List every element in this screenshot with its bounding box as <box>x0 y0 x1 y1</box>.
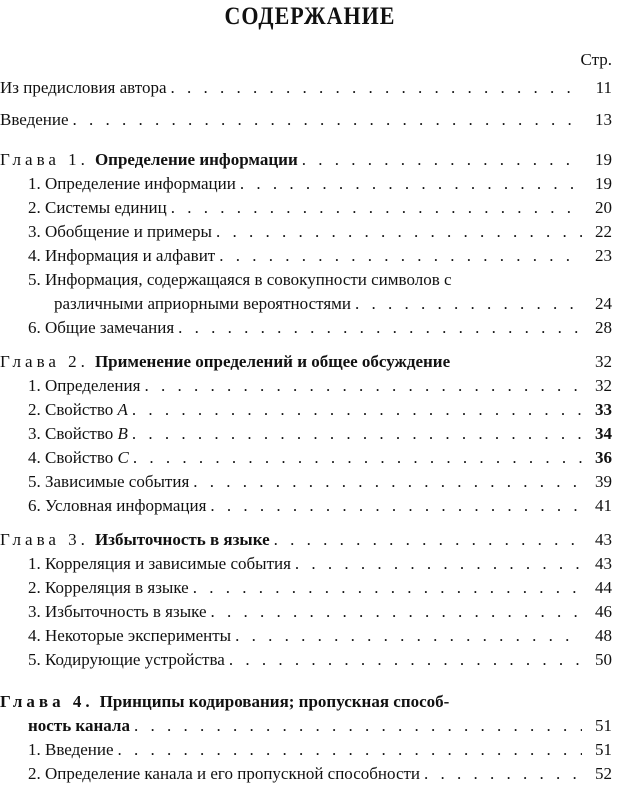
toc-chapter-4-line1[interactable] <box>0 690 620 714</box>
toc-entry-page: 52 <box>595 764 612 783</box>
leader-dots <box>193 470 582 494</box>
chapter-name: Применение определений и общее обсуждение <box>94 352 451 371</box>
toc-section[interactable] <box>0 244 620 268</box>
toc-section[interactable] <box>0 196 620 220</box>
toc-entry-page: 33 <box>595 400 612 419</box>
toc-section-line1[interactable]: 5. Информация, содержащаяся в совокупности символов с <box>28 270 452 289</box>
toc-entry-page: 50 <box>595 650 612 669</box>
chapter-label: Глава 3. <box>0 530 89 549</box>
toc-section[interactable] <box>0 762 620 786</box>
toc-section[interactable] <box>0 220 620 244</box>
toc-entry-page: 48 <box>595 626 612 645</box>
toc-entry-title: 5. Кодирующие устройства <box>28 650 225 669</box>
toc-section[interactable] <box>0 470 620 494</box>
toc-entry-page: 28 <box>595 318 612 337</box>
toc-section[interactable] <box>0 292 620 316</box>
toc-entry-title: 2. Системы единиц <box>28 198 167 217</box>
toc-section[interactable] <box>0 446 620 470</box>
leader-dots <box>210 494 582 518</box>
leader-dots <box>178 316 582 340</box>
toc-entry-page: 24 <box>595 294 612 313</box>
leader-dots <box>274 528 582 552</box>
toc-entry-title: 2. Корреляция в языке <box>28 578 189 597</box>
toc-entry-title: 5. Зависимые события <box>28 472 190 491</box>
toc-chapter-4[interactable] <box>0 714 620 738</box>
table-of-contents <box>0 76 620 786</box>
leader-dots <box>132 398 582 422</box>
chapter-name-cont: ность канала <box>28 716 130 735</box>
toc-section[interactable] <box>0 576 620 600</box>
leader-dots <box>118 738 582 762</box>
toc-entry-page: 23 <box>595 246 612 265</box>
leader-dots <box>302 148 582 172</box>
toc-entry-title: 4. Некоторые эксперименты <box>28 626 232 645</box>
toc-entry-page: 19 <box>595 150 612 169</box>
toc-chapter-3[interactable] <box>0 528 620 552</box>
toc-entry-page: 51 <box>595 716 612 735</box>
toc-entry-title: 1. Введение <box>28 740 114 759</box>
leader-dots <box>240 172 582 196</box>
chapter-label: Глава 2. <box>0 352 89 371</box>
toc-entry-page: 43 <box>595 530 612 549</box>
toc-entry-page: 22 <box>595 222 612 241</box>
toc-entry-title: Из предисловия автора <box>0 78 167 97</box>
leader-dots <box>171 76 582 100</box>
toc-section[interactable] <box>0 374 620 398</box>
property-variable: A <box>117 400 128 419</box>
leader-dots <box>132 422 582 446</box>
toc-entry-title: 3. Избыточность в языке <box>28 602 207 621</box>
toc-entry-page: 32 <box>595 376 612 395</box>
leader-dots <box>193 576 582 600</box>
toc-section[interactable] <box>0 316 620 340</box>
toc-entry-title: различными априорными вероятностями <box>54 294 352 313</box>
toc-entry-page: 13 <box>595 110 612 129</box>
leader-dots <box>133 446 582 470</box>
toc-entry-title: 4. Свойство <box>28 448 114 467</box>
property-variable: C <box>117 448 129 467</box>
toc-entry-page: 41 <box>595 496 612 515</box>
toc-section[interactable] <box>0 648 620 672</box>
toc-entry-title: 6. Общие замечания <box>28 318 175 337</box>
toc-entry-page: 20 <box>595 198 612 217</box>
toc-section[interactable] <box>0 600 620 624</box>
leader-dots <box>235 624 582 648</box>
chapter-label: Глава 4. <box>0 692 94 711</box>
toc-section[interactable] <box>0 172 620 196</box>
toc-entry-page: 19 <box>595 174 612 193</box>
toc-entry-introduction[interactable] <box>0 108 620 132</box>
toc-entry-title: 3. Обобщение и примеры <box>28 222 212 241</box>
page-title: СОДЕРЖАНИЕ <box>224 1 396 30</box>
leader-dots <box>134 714 582 738</box>
toc-section[interactable] <box>0 422 620 446</box>
toc-entry-title: 1. Корреляция и зависимые события <box>28 554 291 573</box>
toc-entry-page: 36 <box>595 448 612 467</box>
toc-section[interactable] <box>0 398 620 422</box>
leader-dots <box>73 108 582 132</box>
leader-dots <box>211 600 583 624</box>
chapter-name: Избыточность в языке <box>94 530 270 549</box>
toc-entry-page: 44 <box>595 578 612 597</box>
toc-entry-title: 6. Условная информация <box>28 496 207 515</box>
toc-section[interactable] <box>0 552 620 576</box>
leader-dots <box>144 374 582 398</box>
leader-dots <box>229 648 582 672</box>
leader-dots <box>216 220 582 244</box>
toc-entry-page: 43 <box>595 554 612 573</box>
toc-entry-title: 1. Определение информации <box>28 174 236 193</box>
toc-chapter-2[interactable] <box>0 350 620 374</box>
toc-entry-page: 34 <box>595 424 612 443</box>
leader-dots <box>219 244 582 268</box>
toc-entry-page: 51 <box>595 740 612 759</box>
toc-entry-page: 39 <box>595 472 612 491</box>
toc-entry-title: Введение <box>0 110 69 129</box>
toc-chapter-1[interactable] <box>0 148 620 172</box>
toc-entry-page: 32 <box>595 352 612 371</box>
property-variable: B <box>117 424 128 443</box>
chapter-label: Глава 1. <box>0 150 89 169</box>
toc-entry-title: 4. Информация и алфавит <box>28 246 216 265</box>
chapter-name: Принципы кодирования; пропускная способ- <box>99 692 450 711</box>
page-column-label: Стр. <box>580 50 612 69</box>
toc-entry-page: 46 <box>595 602 612 621</box>
leader-dots <box>424 762 582 786</box>
toc-entry-page: 11 <box>595 78 612 97</box>
toc-entry-title: 1. Определения <box>28 376 141 395</box>
leader-dots <box>355 292 582 316</box>
chapter-name: Определение информации <box>94 150 298 169</box>
leader-dots <box>171 196 582 220</box>
toc-entry-title: 2. Определение канала и его пропускной способности <box>28 764 421 783</box>
toc-entry-title: 3. Свойство <box>28 424 114 443</box>
leader-dots <box>295 552 582 576</box>
toc-entry-title: 2. Свойство <box>28 400 114 419</box>
toc-section[interactable] <box>0 624 620 648</box>
toc-section[interactable] <box>0 738 620 762</box>
toc-section[interactable] <box>0 494 620 518</box>
toc-entry-preface[interactable] <box>0 76 620 100</box>
